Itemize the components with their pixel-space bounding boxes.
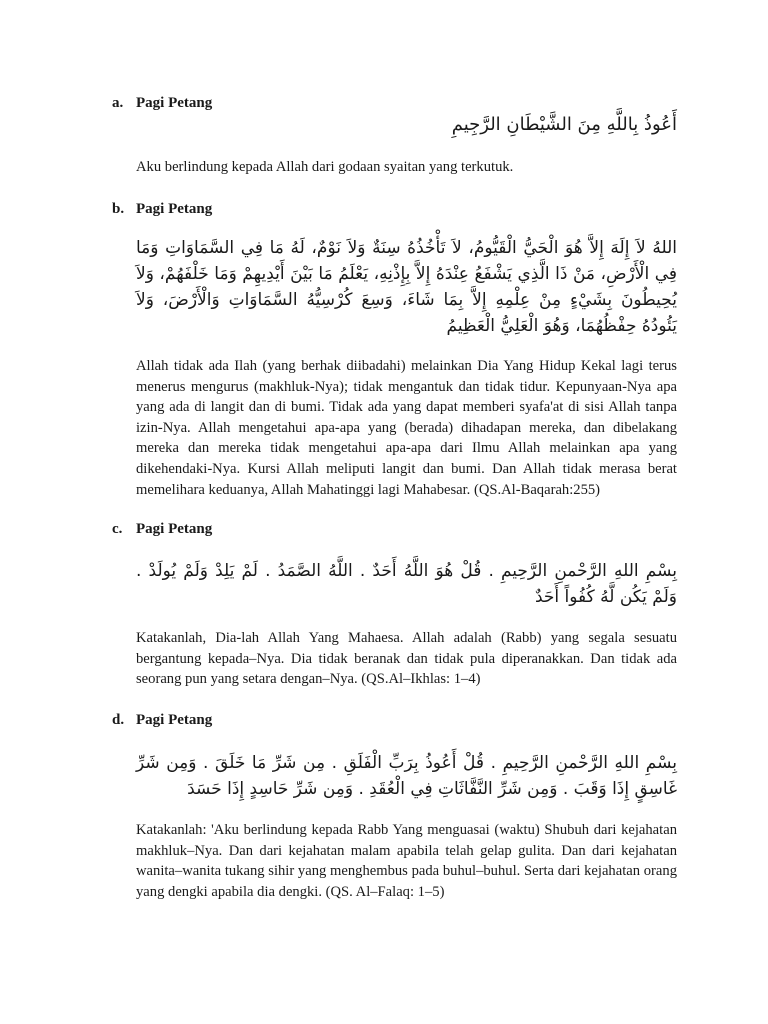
arabic-text: أَعُوذُ بِاللَّهِ مِنَ الشَّيْطَانِ الرَّجِيمِ <box>451 114 677 135</box>
translation-text: Aku berlindung kepada Allah dari godaan syaitan yang terkutuk. <box>136 159 514 175</box>
translation-text: Allah tidak ada Ilah (yang berhak diibadahi) melainkan Dia Yang Hidup Kekal lagi terus menerus mengurus (makhluk-Nya); tidak mengantuk dan tidak tidur. Kepunyaan-Nya apa yang ada di langit dan di bumi. Tidak ada yang dapat memberi syafa'at di sisi Allah tanpa izin-Nya. Allah mengetahui apa-apa yang (berada) dihadapan mereka, dan dibelakang mereka dan mereka tidak mengetahui apa-apa dari Ilmu Allah melainkan apa yang dikehendaki-Nya. Kursi Allah meliputi langit dan bumi. Dan Allah tidak merasa berat memelihara keduanya, Allah Mahatinggi lagi Mahabesar. (QS.Al-Baqarah:255) <box>136 358 677 498</box>
section-heading <box>112 95 212 112</box>
section-letter: c. <box>112 521 123 537</box>
section-heading <box>112 201 212 218</box>
section-heading <box>112 521 212 538</box>
section-heading <box>112 712 212 729</box>
translation-text: Katakanlah, Dia-lah Allah Yang Mahaesa. Allah adalah (Rabb) yang segala sesuatu bergantung kepada–Nya. Dia tidak beranak dan tidak pula diperanakkan. Dan tidak ada seorang pun yang setara dengan–Nya. (QS.Al–Ikhlas: 1–4) <box>136 630 677 688</box>
section-title: Pagi Petang <box>136 712 213 728</box>
section-title: Pagi Petang <box>136 521 213 537</box>
arabic-text: بِسْمِ اللهِ الرَّحْمنِ الرَّحِيمِ . قُلْ هُوَ اللَّهُ أَحَدٌ . اللَّهُ الصَّمَدُ . لَمْ يَلِدْ وَلَمْ يُولَدْ . وَلَمْ يَكُن لَّهُ كُفُواً أَحَدٌ <box>136 561 677 607</box>
arabic-text: بِسْمِ اللهِ الرَّحْمنِ الرَّحِيمِ . قُلْ أَعُوذُ بِرَبِّ الْفَلَقِ . مِن شَرِّ مَا خَلَقَ . وَمِن شَرِّ غَاسِقٍ إِذَا وَقَبَ . وَمِن شَرِّ النَّفَّاثَاتِ فِي الْعُقَدِ . وَمِن شَرِّ حَاسِدٍ إِذَا حَسَدَ <box>136 753 677 799</box>
section-letter: a. <box>112 95 124 111</box>
section-title: Pagi Petang <box>136 95 213 111</box>
section-letter: b. <box>112 201 125 217</box>
section-letter: d. <box>112 712 125 728</box>
translation-text: Katakanlah: 'Aku berlindung kepada Rabb Yang menguasai (waktu) Shubuh dari kejahatan makhluk–Nya. Dan dari kejahatan malam apabila telah gelap gulita. Dan dari kejahatan wanita–wanita tukang sihir yang menghembus pada buhul–buhul. Serta dari kejahatan orang yang dengki apabila dia dengki. (QS. Al–Falaq: 1–5) <box>136 822 677 900</box>
arabic-text: اللهُ لاَ إِلَهَ إِلاَّ هُوَ الْحَيُّ الْقَيُّومُ، لاَ تَأْخُذُهُ سِنَةٌ وَلاَ نَوْمٌ، لَهُ مَا فِي السَّمَاوَاتِ وَمَا فِي الْأَرْضِ، مَنْ ذَا الَّذِي يَشْفَعُ عِنْدَهُ إِلاَّ بِإِذْنِهِ، يَعْلَمُ مَا بَيْنَ أَيْدِيهِمْ وَمَا خَلْفَهُمْ، وَلاَ يُحِيطُونَ بِشَيْءٍ مِنْ عِلْمِهِ إِلاَّ بِمَا شَاءَ، وَسِعَ كُرْسِيُّهُ السَّمَاوَاتِ وَالْأَرْضَ، وَلاَ يَئُودُهُ حِفْظُهُمَا، وَهُوَ الْعَلِيُّ الْعَظِيمُ <box>136 238 677 336</box>
section-title: Pagi Petang <box>136 201 213 217</box>
